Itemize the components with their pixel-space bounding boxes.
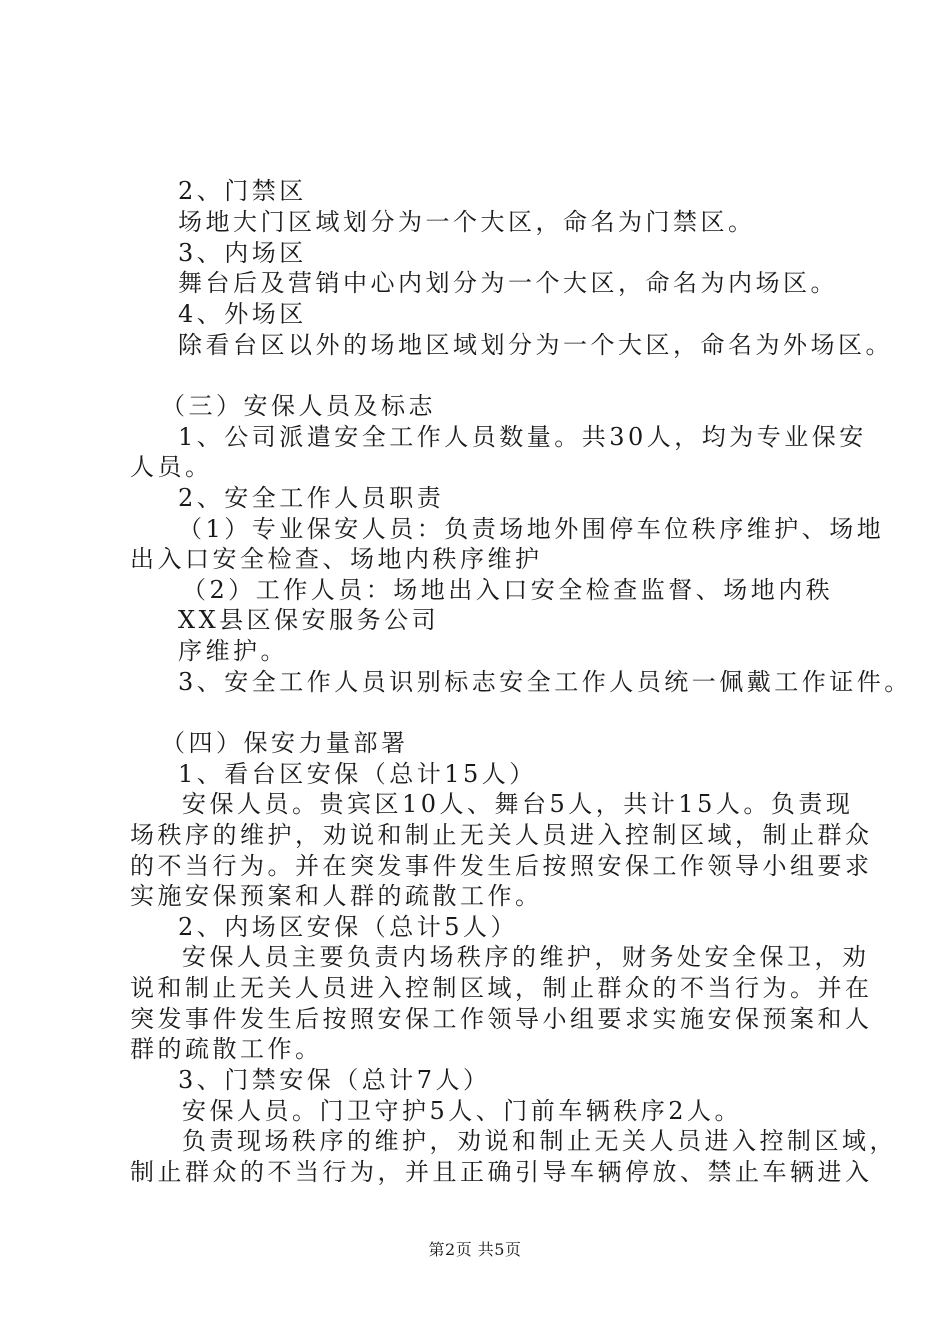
text-line: 突发事件发生后按照安保工作领导小组要求实施安保预案和人 [130,1005,873,1033]
page-number-footer: 第2页 共5页 [428,1240,522,1259]
text-line: 场地大门区域划分为一个大区，命名为门禁区。 [178,208,756,236]
text-line: 1、公司派遣安全工作人员数量。共30人，均为专业保安 [178,423,867,451]
text-line: 3、门禁安保（总计7人） [178,1066,491,1094]
text-line: 2、门禁区 [178,177,307,205]
text-line: （2）工作人员：场地出入口安全检查监督、场地内秩 [182,576,834,604]
text-line: 的不当行为。并在突发事件发生后按照安保工作领导小组要求 [130,852,873,880]
text-line: 负责现场秩序的维护，劝说和制止无关人员进入控制区域， [182,1127,897,1155]
text-line: 场秩序的维护，劝说和制止无关人员进入控制区域，制止群众 [130,821,873,849]
watermark-text: XX县区保安服务公司 [178,606,440,634]
text-line: 3、内场区 [178,239,307,267]
text-line: 1、看台区安保（总计15人） [178,760,537,788]
text-line: 4、外场区 [178,300,307,328]
text-line: 安保人员。贵宾区10人、舞台5人，共计15人。负责现 [182,790,854,818]
text-line: 3、安全工作人员识别标志安全工作人员统一佩戴工作证件。 [178,668,912,696]
text-line: 2、安全工作人员职责 [178,484,445,512]
text-line: 序维护。 [178,637,288,665]
text-line: 实施安保预案和人群的疏散工作。 [130,882,543,910]
text-line: 群的疏散工作。 [130,1035,323,1063]
section-heading: （四）保安力量部署 [161,729,409,757]
text-line: 说和制止无关人员进入控制区域，制止群众的不当行为。并在 [130,974,873,1002]
text-line: 人员。 [130,453,213,481]
text-line: 出入口安全检查、场地内秩序维护 [130,545,543,573]
text-line: 2、内场区安保（总计5人） [178,913,519,941]
section-heading: （三）安保人员及标志 [161,392,436,420]
text-line: 安保人员。门卫守护5人、门前车辆秩序2人。 [182,1097,743,1125]
text-line: （1）专业保安人员：负责场地外围停车位秩序维护、场地 [178,515,885,543]
text-line: 制止群众的不当行为，并且正确引导车辆停放、禁止车辆进入 [130,1158,873,1186]
text-line: 安保人员主要负责内场秩序的维护，财务处安全保卫，劝 [182,943,870,971]
text-line: 除看台区以外的场地区域划分为一个大区，命名为外场区。 [178,331,893,359]
text-line: 舞台后及营销中心内划分为一个大区，命名为内场区。 [178,269,838,297]
